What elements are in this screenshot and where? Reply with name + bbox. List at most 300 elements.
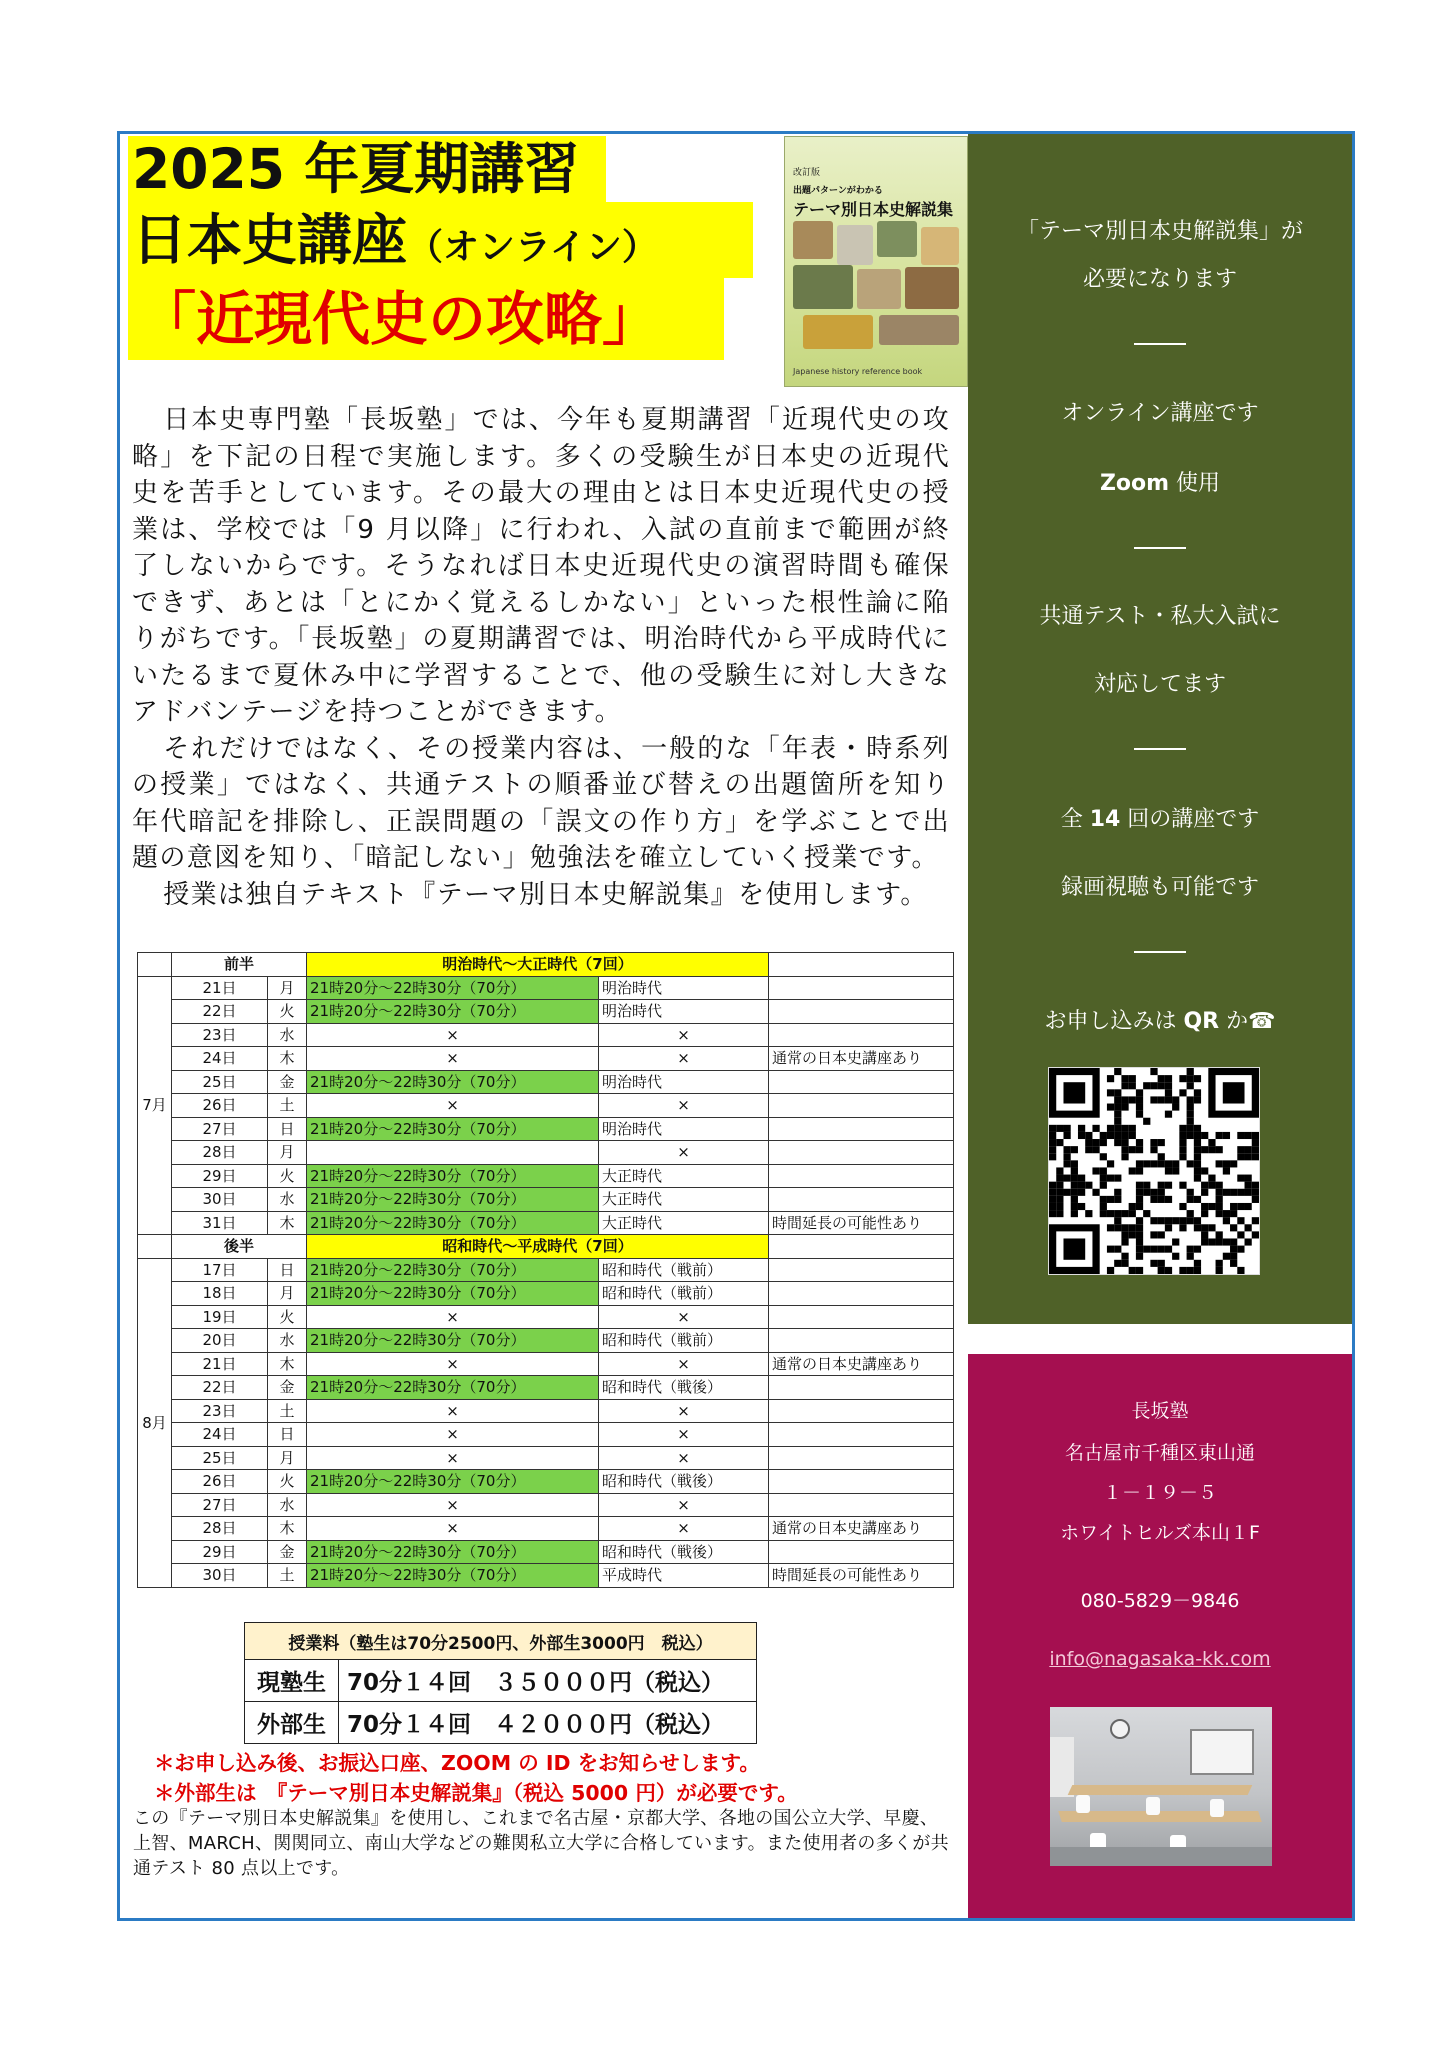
schedule-weekday: 金 [268,1376,307,1400]
schedule-topic: × [599,1399,769,1423]
schedule-note [769,1540,954,1564]
panel-recording: 録画視聴も可能です [1060,875,1259,900]
qr-module [1158,1260,1165,1267]
schedule-topic: 昭和時代（戦後） [599,1540,769,1564]
schedule-day: 31日 [172,1211,268,1235]
qr-module [1100,1167,1107,1174]
qr-module [1245,1224,1252,1231]
qr-module [1216,1146,1223,1153]
panel-exam-line2: 対応してます [1093,672,1226,697]
schedule-month: 8月 [138,1258,172,1587]
schedule-row [138,1188,954,1212]
qr-module [1150,1068,1157,1075]
qr-module [1114,1118,1121,1125]
schedule-weekday: 木 [268,1047,307,1071]
qr-module [1121,1096,1128,1103]
schedule-weekday: 水 [268,1329,307,1353]
fee-who: 現塾生 [245,1660,339,1702]
qr-module [1252,1196,1259,1203]
qr-module [1194,1146,1201,1153]
schedule-time: × [307,1352,599,1376]
schedule-time: × [307,1023,599,1047]
qr-module [1252,1189,1259,1196]
schedule-weekday: 木 [268,1517,307,1541]
qr-module [1194,1196,1201,1203]
schedule-row [138,1564,954,1588]
schedule-day: 22日 [172,1376,268,1400]
schedule-row [138,1094,954,1118]
qr-module [1187,1111,1194,1118]
qr-module [1201,1167,1208,1174]
schedule-topic: 昭和時代（戦前） [599,1258,769,1282]
qr-module [1245,1146,1252,1153]
schedule-note [769,1470,954,1494]
schedule-time: 21時20分～22時30分（70分） [307,1070,599,1094]
qr-module [1237,1246,1244,1253]
qr-module [1143,1118,1150,1125]
panel-sessions [968,802,1352,833]
schedule-day: 27日 [172,1117,268,1141]
schedule-topic: 平成時代 [599,1564,769,1588]
qr-module [1179,1146,1186,1153]
qr-module [1194,1132,1201,1139]
qr-module [1194,1267,1201,1274]
qr-module [1194,1125,1201,1132]
book-title: テーマ別日本史解説集 [793,200,954,219]
schedule-topic: 昭和時代（戦前） [599,1329,769,1353]
qr-code[interactable] [1048,1067,1260,1275]
qr-module [1194,1175,1201,1182]
schedule-row [138,1164,954,1188]
qr-module [1187,1196,1194,1203]
schedule-weekday: 火 [268,1164,307,1188]
qr-module [1252,1153,1259,1160]
qr-module [1121,1104,1128,1111]
qr-module [1201,1146,1208,1153]
schedule-note [769,1446,954,1470]
schedule-weekday: 日 [268,1117,307,1141]
qr-module [1063,1132,1070,1139]
qr-module [1237,1217,1244,1224]
qr-module [1114,1196,1121,1203]
panel-sessions-count: 14 [1089,807,1121,832]
schedule-row [138,1282,954,1306]
qr-module [1252,1146,1259,1153]
panel-online: オンライン講座です [1061,401,1259,426]
qr-module [1071,1189,1078,1196]
qr-module [1201,1189,1208,1196]
qr-module [1194,1160,1201,1167]
fee-price: 70分１４回 ４２０００円（税込） [339,1702,757,1744]
qr-module [1071,1175,1078,1182]
qr-module [1245,1182,1252,1189]
panel-textbook-line1: 「テーマ別日本史解説集」が [1016,219,1303,244]
qr-module [1172,1167,1179,1174]
qr-module [1129,1125,1136,1132]
schedule-weekday: 月 [268,1446,307,1470]
qr-module [1056,1139,1063,1146]
schedule-weekday: 日 [268,1423,307,1447]
qr-module [1049,1182,1056,1189]
qr-module [1194,1153,1201,1160]
schedule-day: 24日 [172,1047,268,1071]
qr-module [1078,1203,1085,1210]
note-zoom: ＊お申し込み後、お振込口座、ZOOM の ID をお知らせします。 [154,1751,760,1775]
qr-module [1150,1246,1157,1253]
schedule-row [138,1376,954,1400]
qr-module [1100,1196,1107,1203]
qr-module [1049,1196,1056,1203]
classroom-photo [1050,1707,1272,1866]
contact-name: 長坂塾 [1131,1400,1189,1422]
qr-module [1216,1260,1223,1267]
schedule-note [769,1258,954,1282]
qr-module [1078,1182,1085,1189]
qr-module [1107,1196,1114,1203]
qr-module [1216,1132,1223,1139]
qr-module [1150,1096,1157,1103]
fee-table [244,1622,757,1744]
qr-module [1107,1132,1114,1139]
qr-module [1179,1217,1186,1224]
schedule-weekday: 木 [268,1352,307,1376]
qr-module [1129,1203,1136,1210]
qr-module [1136,1160,1143,1167]
qr-module [1187,1082,1194,1089]
schedule-day: 25日 [172,1446,268,1470]
fee-price: 70分１４回 ３５０００円（税込） [339,1660,757,1702]
schedule-section-label: 前半 [172,953,307,977]
qr-module [1049,1210,1056,1217]
schedule-day: 27日 [172,1493,268,1517]
qr-module [1158,1267,1165,1274]
qr-module [1121,1082,1128,1089]
panel-apply-qr: QR [1183,1009,1220,1034]
qr-module [1179,1132,1186,1139]
qr-module [1114,1089,1121,1096]
qr-module [1158,1217,1165,1224]
qr-module [1136,1253,1143,1260]
schedule-time: 21時20分～22時30分（70分） [307,1164,599,1188]
qr-module [1165,1082,1172,1089]
qr-module [1121,1253,1128,1260]
book-subtitle: Japanese history reference book [793,367,923,376]
qr-module [1129,1267,1136,1274]
qr-module [1056,1175,1063,1182]
qr-module [1245,1238,1252,1245]
fee-who: 外部生 [245,1702,339,1744]
qr-module [1230,1160,1237,1167]
contact-email-link[interactable]: info@nagasaka-kk.com [1049,1648,1271,1670]
qr-module [1107,1125,1114,1132]
fee-row [245,1702,757,1744]
qr-module [1172,1253,1179,1260]
schedule-topic: × [599,1094,769,1118]
schedule-weekday: 火 [268,1305,307,1329]
qr-module [1237,1231,1244,1238]
schedule-topic: × [599,1305,769,1329]
schedule-day: 21日 [172,1352,268,1376]
qr-module [1223,1210,1230,1217]
qr-module [1179,1089,1186,1096]
qr-module [1136,1196,1143,1203]
qr-module [1129,1167,1136,1174]
schedule-topic: × [599,1493,769,1517]
qr-module [1194,1167,1201,1174]
schedule-weekday: 土 [268,1399,307,1423]
schedule-period: 明治時代～大正時代（7回） [307,953,769,977]
fee-header: 授業料（塾生は70分2500円、外部生3000円 税込） [245,1623,757,1660]
qr-module [1129,1132,1136,1139]
qr-module [1187,1096,1194,1103]
qr-module [1165,1160,1172,1167]
schedule-weekday: 金 [268,1070,307,1094]
schedule-note [769,976,954,1000]
qr-module [1245,1203,1252,1210]
qr-module [1172,1217,1179,1224]
qr-module [1092,1189,1099,1196]
qr-module [1107,1267,1114,1274]
schedule-time: 21時20分～22時30分（70分） [307,1564,599,1588]
qr-module [1245,1132,1252,1139]
qr-module [1136,1246,1143,1253]
qr-module [1245,1153,1252,1160]
schedule-row [138,1305,954,1329]
schedule-day: 21日 [172,976,268,1000]
qr-module [1223,1189,1230,1196]
qr-finder-inner [1063,1238,1085,1259]
qr-module [1208,1175,1215,1182]
qr-module [1172,1104,1179,1111]
qr-module [1252,1231,1259,1238]
qr-module [1114,1210,1121,1217]
qr-module [1056,1196,1063,1203]
qr-module [1237,1203,1244,1210]
qr-module [1194,1260,1201,1267]
qr-module [1136,1089,1143,1096]
schedule-note [769,1117,954,1141]
schedule-month: 7月 [138,976,172,1235]
qr-module [1150,1146,1157,1153]
qr-module [1085,1210,1092,1217]
qr-module [1187,1267,1194,1274]
qr-module [1129,1210,1136,1217]
qr-module [1230,1224,1237,1231]
schedule-day: 22日 [172,1000,268,1024]
panel-exam-line1: 共通テスト・私大入試に [1039,604,1281,629]
schedule-note [769,1305,954,1329]
schedule-note: 通常の日本史講座あり [769,1517,954,1541]
schedule-section-header [138,1235,954,1259]
schedule-weekday: 月 [268,976,307,1000]
schedule-day: 25日 [172,1070,268,1094]
schedule-day: 29日 [172,1540,268,1564]
schedule-time: 21時20分～22時30分（70分） [307,1470,599,1494]
qr-module [1230,1253,1237,1260]
qr-module [1165,1217,1172,1224]
schedule-weekday: 木 [268,1211,307,1235]
qr-module [1179,1203,1186,1210]
note-textbook: ＊外部生は 『テーマ別日本史解説集』（税込 5000 円）が必要です。 [154,1781,798,1805]
contact-address-3: ホワイトヒルズ本山１F [1060,1522,1260,1544]
schedule-time: 21時20分～22時30分（70分） [307,1000,599,1024]
qr-module [1201,1231,1208,1238]
qr-module [1150,1196,1157,1203]
schedule-time: 21時20分～22時30分（70分） [307,1282,599,1306]
qr-module [1063,1146,1070,1153]
book-edition: 改訂版 [793,168,821,178]
qr-module [1092,1139,1099,1146]
qr-module [1158,1196,1165,1203]
title-course-sub: （オンライン） [407,227,658,268]
book-illustration [793,221,961,351]
qr-module [1245,1175,1252,1182]
qr-module [1100,1175,1107,1182]
intro-paragraph-1: 日本史専門塾「長坂塾」では、今年も夏期講習「近現代史の攻略」を下記の日程で実施します。多くの受験生が日本史の近現代史を苦手としています。その最大の理由とは日本史近現代史の授業は、学校では「9 月以降」に行われ、入試の直前まで範囲が終了しないからです。そうなれば日本史近現代史の演習時間も確保できず、あとは「とにかく覚えるしかない」といった根性論に陥りがちです。「長坂塾」の夏期講習では、明治時代から平成時代にいたるまで夏休み中に学習することで、他の受験生に対し大きなアドバンテージを持つことができます。 [132,405,950,727]
qr-module [1056,1189,1063,1196]
qr-module [1179,1139,1186,1146]
qr-module [1114,1111,1121,1118]
schedule-row [138,1070,954,1094]
qr-module [1121,1153,1128,1160]
schedule-note [769,1141,954,1165]
schedule-time: × [307,1493,599,1517]
qr-module [1143,1210,1150,1217]
qr-module [1201,1203,1208,1210]
qr-module [1245,1189,1252,1196]
schedule-day: 26日 [172,1094,268,1118]
qr-module [1121,1224,1128,1231]
qr-module [1150,1082,1157,1089]
panel-apply-pre: お申し込みは [1044,1009,1184,1034]
qr-module [1049,1189,1056,1196]
schedule-blank-cell [138,1235,172,1259]
qr-module [1114,1260,1121,1267]
note-results: この『テーマ別日本史解説集』を使用し、これまで名古屋・京都大学、各地の国公立大学、早慶、上智、MARCH、関関同立、南山大学などの難関私立大学に合格しています。また使用者の多くが共通テスト 80 点以上です。 [133,1808,949,1879]
qr-module [1100,1203,1107,1210]
qr-module [1194,1246,1201,1253]
schedule-time: × [307,1399,599,1423]
qr-module [1158,1189,1165,1196]
qr-module [1049,1153,1056,1160]
schedule-day: 28日 [172,1141,268,1165]
qr-module [1223,1217,1230,1224]
schedule-row [138,1211,954,1235]
schedule-time [307,1141,599,1165]
schedule-day: 28日 [172,1517,268,1541]
schedule-topic: 大正時代 [599,1188,769,1212]
schedule-weekday: 火 [268,1000,307,1024]
qr-module [1136,1189,1143,1196]
schedule-row [138,1047,954,1071]
qr-module [1194,1089,1201,1096]
qr-module [1129,1075,1136,1082]
qr-module [1223,1132,1230,1139]
qr-module [1136,1104,1143,1111]
qr-module [1216,1231,1223,1238]
qr-module [1107,1224,1114,1231]
schedule-time: 21時20分～22時30分（70分） [307,1329,599,1353]
panel-zoom [968,466,1352,497]
panel-zoom-rest: 使用 [1169,471,1221,496]
intro-paragraph-2: それだけではなく、その授業内容は、一般的な「年表・時系列の授業」ではなく、共通テストの順番並び替えの出題箇所を知り年代暗記を排除し、正誤問題の「誤文の作り方」を学ぶことで出題の意図を知り、「暗記しない」勉強法を確立していく授業です。 [132,733,950,873]
qr-module [1114,1068,1121,1075]
schedule-topic: × [599,1446,769,1470]
qr-module [1049,1139,1056,1146]
qr-module [1187,1189,1194,1196]
qr-module [1143,1082,1150,1089]
qr-module [1223,1253,1230,1260]
qr-module [1158,1153,1165,1160]
qr-module [1201,1132,1208,1139]
qr-module [1165,1267,1172,1274]
panel-divider [1134,951,1186,953]
qr-module [1049,1132,1056,1139]
qr-module [1237,1267,1244,1274]
qr-module [1230,1260,1237,1267]
qr-module [1121,1075,1128,1082]
qr-code-image [1049,1068,1259,1274]
qr-module [1129,1146,1136,1153]
schedule-table [137,952,954,1588]
schedule-day: 23日 [172,1399,268,1423]
qr-module [1107,1089,1114,1096]
intro-text [132,402,950,913]
qr-module [1216,1182,1223,1189]
schedule-row [138,1517,954,1541]
qr-module [1230,1203,1237,1210]
schedule-topic: 明治時代 [599,976,769,1000]
schedule-topic: 大正時代 [599,1164,769,1188]
schedule-section-label: 後半 [172,1235,307,1259]
qr-module [1056,1167,1063,1174]
qr-module [1063,1125,1070,1132]
title-course-main: 日本史講座 [132,208,408,272]
qr-module [1136,1182,1143,1189]
schedule-time: 21時20分～22時30分（70分） [307,1258,599,1282]
schedule-note [769,1188,954,1212]
schedule-weekday: 火 [268,1470,307,1494]
qr-module [1201,1224,1208,1231]
schedule-period: 昭和時代～平成時代（7回） [307,1235,769,1259]
qr-finder-inner [1223,1082,1245,1103]
schedule-row [138,1000,954,1024]
title-year: 2025 年夏期講習 [128,136,606,202]
schedule-note [769,1399,954,1423]
qr-module [1136,1146,1143,1153]
schedule-weekday: 月 [268,1141,307,1165]
qr-module [1107,1160,1114,1167]
schedule-topic: × [599,1423,769,1447]
qr-module [1165,1075,1172,1082]
qr-module [1237,1132,1244,1139]
qr-module [1049,1146,1056,1153]
contact-address-1: 名古屋市千種区東山通 [1064,1442,1255,1464]
qr-module [1165,1246,1172,1253]
qr-module [1107,1210,1114,1217]
panel-textbook-line2: 必要になります [1082,267,1237,292]
qr-module [1179,1125,1186,1132]
qr-module [1208,1224,1215,1231]
schedule-row [138,1399,954,1423]
title-theme: 「近現代史の攻略」 [128,278,724,360]
qr-module [1208,1146,1215,1153]
qr-module [1223,1238,1230,1245]
schedule-note [769,1070,954,1094]
qr-module [1121,1139,1128,1146]
schedule-note [769,1282,954,1306]
qr-module [1071,1160,1078,1167]
